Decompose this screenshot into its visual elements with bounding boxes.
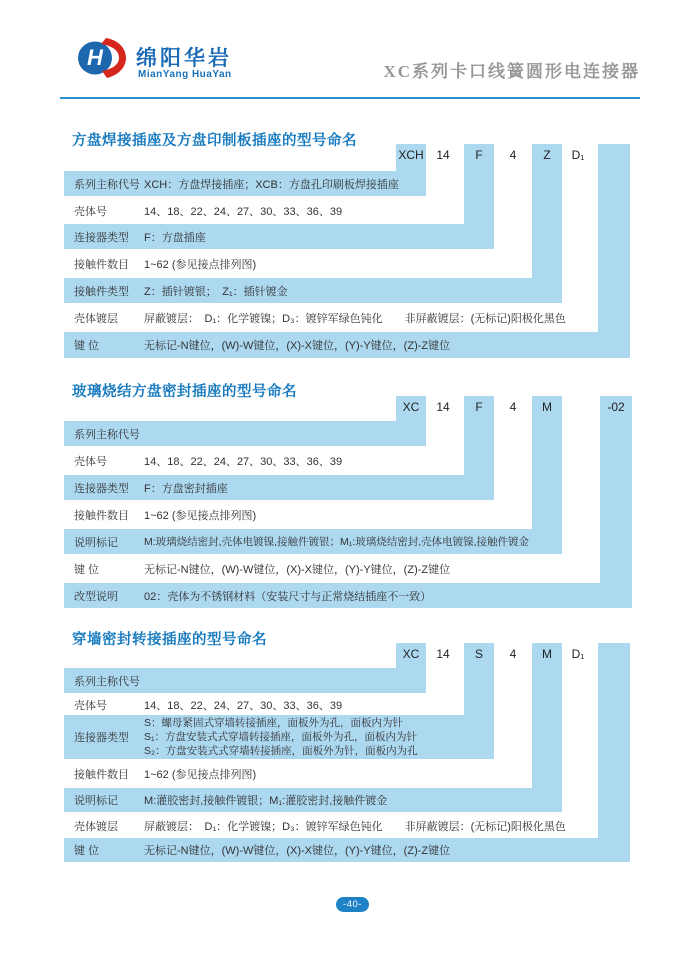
row-desc: 14、18、22、24、27、30、33、36、39 <box>144 205 343 218</box>
row-desc-line: S：螺母紧固式穿墙转接插座，面板外为孔，面板内为针 <box>144 717 404 729</box>
model-code-cell: M <box>542 647 552 661</box>
page-number-badge: -40- <box>336 897 369 912</box>
model-code-cell <box>598 147 630 163</box>
row-label: 系列主称代号 <box>74 428 140 441</box>
model-code-cell: M <box>542 400 552 414</box>
brand-name-en: MianYang HuaYan <box>138 69 232 80</box>
row-desc: 14、18、22、24、27、30、33、36、39 <box>144 455 343 468</box>
spec-row <box>64 224 494 249</box>
row-label: 系列主称代号 <box>74 675 140 688</box>
row-desc: XCH：方盘焊接插座；XCB：方盘孔印刷板焊接插座 <box>144 178 399 191</box>
spec-row <box>64 332 630 358</box>
spec-row <box>64 715 494 759</box>
section-title: 玻璃烧结方盘密封插座的型号命名 <box>72 384 297 400</box>
row-desc: 屏蔽镀层： D₁：化学镀镍；D₃：镀锌军绿色钝化 非屏蔽镀层：(无标记)阳极化黑色 <box>144 312 566 325</box>
model-code-cell: D₁ <box>571 148 585 162</box>
spec-row <box>64 421 426 446</box>
model-code-cell: 14 <box>436 647 450 661</box>
spec-row <box>64 251 624 276</box>
spec-row <box>64 305 624 330</box>
spec-row <box>64 475 494 500</box>
spec-row <box>64 198 624 223</box>
row-desc-line: S₂：方盘安装式式穿墙转接插座，面板外为针，面板内为孔 <box>144 745 418 757</box>
model-code-cell: F <box>475 400 483 414</box>
row-label: 键 位 <box>74 563 100 576</box>
spec-row <box>64 838 630 862</box>
row-desc <box>144 716 494 758</box>
model-code-cell: -02 <box>607 400 625 414</box>
row-label: 接触件数目 <box>74 768 129 781</box>
row-label: 接触件数目 <box>74 509 129 522</box>
row-desc: 屏蔽镀层： D₁：化学镀镍；D₃：镀锌军绿色钝化 非屏蔽镀层：(无标记)阳极化黑色 <box>144 820 566 833</box>
row-desc: M:玻璃烧结密封,壳体电镀镍,接触件镀银；M₁:玻璃烧结密封,壳体电镀镍,接触件镀金 <box>144 536 530 548</box>
model-code-cell: D₁ <box>571 647 585 661</box>
row-label: 壳体号 <box>74 205 107 218</box>
row-label: 壳体镀层 <box>74 820 118 833</box>
model-code-cell: XC <box>402 400 420 414</box>
row-desc-line: S₁：方盘安装式式穿墙转接插座，面板外为孔，面板内为针 <box>144 731 418 743</box>
model-code-cell: S <box>474 647 483 661</box>
row-label: 键 位 <box>74 845 100 857</box>
row-label: 连接器类型 <box>74 231 129 244</box>
row-desc: 无标记-N键位，(W)-W键位，(X)-X键位，(Y)-Y键位，(Z)-Z键位 <box>144 563 451 576</box>
row-desc: 无标记-N键位，(W)-W键位，(X)-X键位，(Y)-Y键位，(Z)-Z键位 <box>144 340 451 352</box>
row-label: 连接器类型 <box>74 482 129 495</box>
spec-row <box>64 529 562 554</box>
row-desc: M:灌胶密封,接触件镀银；M₁:灌胶密封,接触件镀金 <box>144 795 388 807</box>
row-label: 说明标记 <box>74 536 118 549</box>
row-label: 壳体号 <box>74 455 107 468</box>
row-label: 壳体镀层 <box>74 312 118 325</box>
row-desc: 14、18、22、24、27、30、33、36、39 <box>144 700 343 712</box>
spec-row <box>64 583 632 608</box>
spec-row <box>64 448 624 473</box>
row-desc: F：方盘密封插座 <box>144 482 228 495</box>
model-code-cell: 14 <box>436 400 450 414</box>
svg-text:H: H <box>87 45 103 70</box>
row-label: 系列主称代号 <box>74 178 140 191</box>
model-code-cell <box>598 646 630 662</box>
row-label: 接触件数目 <box>74 258 129 271</box>
brand-name-cn: 绵阳华岩 <box>136 47 232 70</box>
model-code-cell: 4 <box>509 148 517 162</box>
code-column-bar <box>532 643 562 812</box>
row-desc: 1~62 (参见接点排列图) <box>144 509 257 522</box>
row-label: 改型说明 <box>74 590 118 603</box>
row-desc: 1~62 (参见接点排列图) <box>144 768 257 781</box>
model-code-cell: 4 <box>509 400 517 414</box>
model-code-cell: F <box>475 148 483 162</box>
model-code-cell <box>564 399 592 415</box>
spec-row <box>64 761 624 786</box>
row-desc: Z：插针镀银； Z₁：插针镀金 <box>144 285 288 298</box>
row-label: 接触件类型 <box>74 285 129 298</box>
row-label: 壳体号 <box>74 700 107 712</box>
row-desc: 无标记-N键位，(W)-W键位，(X)-X键位，(Y)-Y键位，(Z)-Z键位 <box>144 845 451 857</box>
document-title: XC系列卡口线簧圆形电连接器 <box>383 62 640 81</box>
model-code-cell: Z <box>543 148 551 162</box>
row-label: 键 位 <box>74 340 100 352</box>
huayan-logo-icon <box>76 36 132 80</box>
model-code-cell: 14 <box>436 148 450 162</box>
spec-row <box>64 668 426 693</box>
spec-row <box>64 814 624 837</box>
header-divider <box>60 97 640 99</box>
model-code-cell: XC <box>402 647 420 661</box>
row-desc: 02：壳体为不锈钢材料（安装尺寸与正常烧结插座不一致） <box>144 590 432 603</box>
section-title: 穿墙密封转接插座的型号命名 <box>72 632 267 648</box>
spec-row <box>64 788 562 812</box>
model-code-cell: XCH <box>398 148 424 162</box>
row-desc: F：方盘插座 <box>144 231 206 244</box>
row-desc: 1~62 (参见接点排列图) <box>144 258 257 271</box>
section-title: 方盘焊接插座及方盘印制板插座的型号命名 <box>72 133 357 149</box>
spec-row <box>64 278 562 303</box>
model-code-cell: 4 <box>509 647 517 661</box>
row-label: 说明标记 <box>74 795 118 807</box>
spec-row <box>64 695 624 715</box>
spec-row <box>64 502 624 527</box>
row-label: 连接器类型 <box>74 732 129 744</box>
spec-row <box>64 556 624 581</box>
spec-row <box>64 171 426 196</box>
